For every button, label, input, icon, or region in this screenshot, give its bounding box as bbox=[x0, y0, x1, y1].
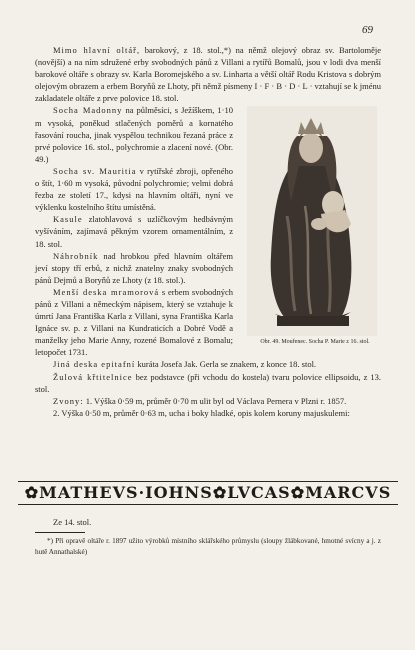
madonna-statue-photo-icon bbox=[247, 106, 377, 336]
figure-49 bbox=[241, 106, 381, 346]
paragraph-bells: Zvony: 1. Výška 0·59 m, průměr 0·70 m ulit byl od Václava Pernera v Plzni r. 1857. bbox=[53, 395, 347, 406]
paragraph-chasuble: Kasule zlatohlavová s uzlíčkovým hedbávným vyšíváním, zajímavá pěkným vzorem ornamentálním, z 18. stol. bbox=[35, 214, 233, 249]
figure-caption: Obr. 49. Mouřenec. Socha P. Marie z 16. stol. bbox=[260, 339, 370, 346]
paragraph-madonna: Socha Madonny na půlměsíci, s Ježíškem, 1·10 m vysoká, poněkud stlačených poměrů a kornatého řasování roucha, jinak vyspělou technikou řezaná práce z prvé polovice 16. stol., polychromie a zlacení nové. (Obr. 49.) bbox=[35, 105, 233, 164]
footnote-rule bbox=[35, 532, 85, 533]
paragraph-marble-plaque: Menší deska mramorová s erbem svobodných pánů z Villani a německým nápisem, který se vztahuje k úmrtí Jana Františka Karla z Villani, syna Františka Karla Ignáce sv. p. z Villani na Kundraticích a Dobré Vodě a manželky jeho Marie Anny, rozené Bomalové z Bomalu; letopočet 1731. bbox=[35, 286, 233, 358]
paragraph-font: Žulová křtitelnice bez podstavce (při vchodu do kostela) tvaru polovice ellipsoidu, z 13. stol. bbox=[35, 371, 381, 394]
footnote: *) Při opravě oltáře r. 1897 užito výrobků místního sklářského průmyslu (sloupy žlábkované, hmotné svícny a j. z hutě Annathalské) bbox=[35, 537, 381, 556]
paragraph-epitaph: Jiná deska epitafní kuráta Josefa Jak. Gerla se znakem, z konce 18. stol. bbox=[53, 359, 317, 370]
main-text bbox=[35, 44, 381, 419]
paragraph-mauritius: Socha sv. Mauritia v rytířské zbroji, opřeného o štít, 1·60 m vysoká, původní polychromie; velmi dobrá řezba ze století 17., kdysi na hlavním oltáři, nyní ve výklenku kostelního štítu umístěná. bbox=[35, 165, 233, 213]
inscription-date: Ze 14. stol. bbox=[53, 517, 92, 527]
bell-inscription-band bbox=[18, 481, 398, 505]
paragraph-bell-2: 2. Výška 0·50 m, průměr 0·63 m, ucha i boky hladké, opis kolem koruny majuskulemi: bbox=[53, 407, 350, 418]
paragraph-tombstone: Náhrobník nad hrobkou před hlavním oltářem jeví stopy tří erbů, z nichž znatelny znaky svobodných pánů Dejmů a Boryňů ze Lhoty (z 18. stol.). bbox=[35, 250, 233, 285]
bell-inscription: ✿MATHEVS·IOHNS✿LVCAS✿MARCVS bbox=[24, 483, 392, 502]
page-number: 69 bbox=[362, 24, 373, 36]
paragraph-main-altar: Mimo hlavní oltář, barokový, z 18. stol.,*) na němž olejový obraz sv. Bartoloměje (novější) a na ním sdružené erby svobodných pánů z Villani a rytířů Bomalů, jsou v lodi dva menší barokové oltáře s obrazy sv. Karla Boromejského a sv. Linharta a větší oltář Rodu Kristova s dobrým olejovým obrazem a erbem Boryňů ze Lhoty, při němž písmeny I · F · B · D · L · vztahují se k jménu zakladatele oltáře z prve polovice 18. stol. bbox=[35, 45, 381, 104]
